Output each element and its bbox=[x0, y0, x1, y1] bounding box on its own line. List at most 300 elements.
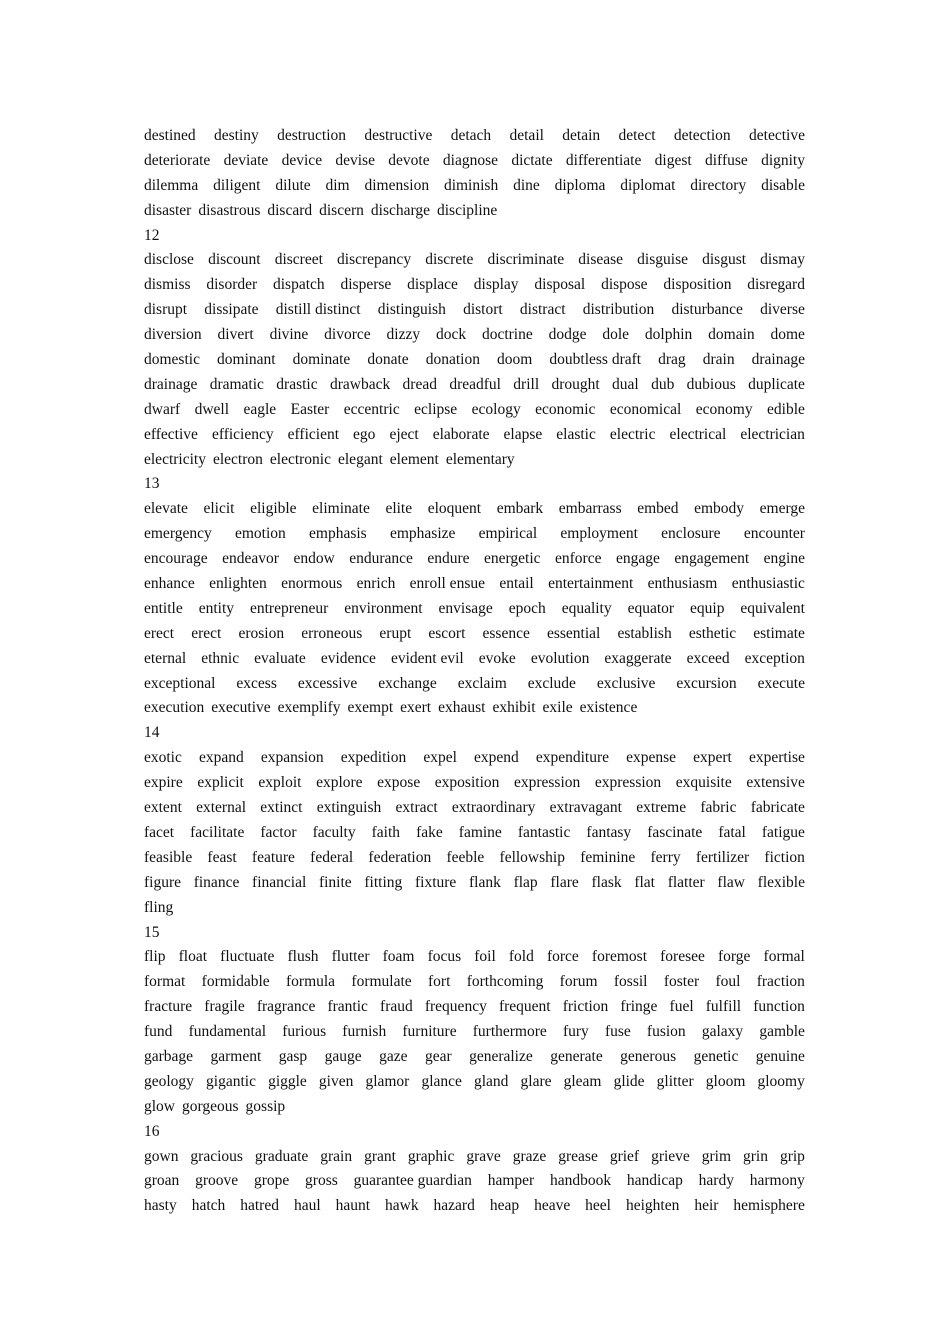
vocabulary-word: federation bbox=[368, 848, 432, 866]
vocabulary-word: fort bbox=[428, 973, 451, 991]
vocabulary-word: diversion bbox=[144, 326, 202, 344]
vocabulary-word: erect bbox=[144, 624, 175, 642]
vocabulary-word: dim bbox=[325, 176, 350, 194]
vocabulary-word: exchange bbox=[378, 674, 437, 692]
vocabulary-word: dignity bbox=[761, 151, 805, 169]
vocabulary-word: duplicate bbox=[748, 375, 805, 393]
vocabulary-word: heighten bbox=[625, 1197, 680, 1215]
vocabulary-word: gaze bbox=[379, 1047, 408, 1065]
vocabulary-word: epoch bbox=[508, 599, 546, 617]
vocabulary-word: exploit bbox=[258, 774, 302, 792]
vocabulary-word: heel bbox=[585, 1197, 611, 1215]
vocabulary-word: foil bbox=[474, 948, 496, 966]
vocabulary-word: guarantee guardian bbox=[353, 1172, 472, 1190]
vocabulary-word: disorder bbox=[206, 276, 258, 294]
vocabulary-word: detach bbox=[450, 127, 492, 144]
vocabulary-word: electrician bbox=[740, 425, 805, 443]
vocabulary-word: heir bbox=[694, 1197, 719, 1215]
vocabulary-word: hatch bbox=[191, 1197, 226, 1215]
section-number-text: 14 bbox=[144, 724, 160, 742]
vocabulary-word: evaluate bbox=[254, 649, 306, 667]
vocabulary-word: dispatch bbox=[273, 276, 325, 294]
vocabulary-word: fatigue bbox=[761, 823, 805, 841]
vocabulary-word: dine bbox=[513, 176, 540, 194]
section-number-text: 15 bbox=[144, 923, 160, 941]
vocabulary-word: doom bbox=[497, 351, 533, 369]
vocabulary-word: doctrine bbox=[481, 326, 533, 344]
vocabulary-word: emphasize bbox=[389, 525, 456, 543]
vocabulary-word: exempt bbox=[347, 699, 394, 717]
vocabulary-word: exceed bbox=[686, 649, 730, 667]
vocabulary-word: glare bbox=[520, 1072, 552, 1090]
word-line bbox=[144, 672, 805, 697]
vocabulary-word: evolution bbox=[530, 649, 590, 667]
vocabulary-word: dual bbox=[612, 375, 639, 393]
vocabulary-word: frantic bbox=[327, 998, 368, 1016]
word-line bbox=[144, 448, 805, 473]
vocabulary-word: evidence bbox=[320, 649, 376, 667]
vocabulary-word: glide bbox=[613, 1072, 645, 1090]
vocabulary-word: gear bbox=[424, 1047, 452, 1065]
vocabulary-word: discrepancy bbox=[337, 251, 412, 269]
vocabulary-word: grip bbox=[779, 1147, 805, 1165]
vocabulary-word: diplomat bbox=[620, 176, 676, 194]
word-line bbox=[144, 199, 805, 224]
vocabulary-word: disturbance bbox=[671, 301, 743, 319]
vocabulary-word: flutter bbox=[331, 948, 370, 966]
vocabulary-word: equip bbox=[690, 599, 725, 617]
vocabulary-word: flip bbox=[144, 948, 166, 966]
vocabulary-word: diploma bbox=[554, 176, 606, 194]
vocabulary-word: establish bbox=[617, 624, 672, 642]
vocabulary-word: force bbox=[546, 948, 579, 966]
vocabulary-word: dolphin bbox=[644, 326, 693, 344]
vocabulary-word: extraordinary bbox=[451, 799, 536, 817]
vocabulary-word: hasty bbox=[144, 1197, 177, 1215]
vocabulary-word: disclose bbox=[144, 251, 194, 269]
vocabulary-word: diffuse bbox=[705, 151, 748, 169]
vocabulary-word: electronic bbox=[269, 450, 331, 468]
vocabulary-word: groan bbox=[144, 1172, 180, 1190]
vocabulary-word: exposition bbox=[434, 774, 500, 792]
vocabulary-word: hawk bbox=[385, 1197, 419, 1215]
vocabulary-word: frequent bbox=[498, 998, 551, 1016]
vocabulary-word: flush bbox=[287, 948, 319, 966]
vocabulary-word: dilemma bbox=[144, 176, 199, 194]
vocabulary-word: discriminate bbox=[487, 251, 565, 269]
vocabulary-word: grin bbox=[743, 1147, 768, 1165]
vocabulary-word: eccentric bbox=[343, 400, 400, 418]
vocabulary-word: famine bbox=[458, 823, 502, 841]
word-line bbox=[144, 572, 805, 597]
word-line bbox=[144, 821, 805, 846]
vocabulary-word: disposition bbox=[663, 276, 732, 294]
vocabulary-word: discharge bbox=[370, 201, 430, 219]
vocabulary-word: endow bbox=[293, 550, 335, 568]
vocabulary-word: fitting bbox=[364, 873, 403, 891]
vocabulary-word: entail bbox=[499, 575, 534, 593]
vocabulary-word: dissipate bbox=[204, 301, 259, 319]
vocabulary-word: exhaust bbox=[438, 699, 486, 717]
vocabulary-word: giggle bbox=[268, 1072, 307, 1090]
vocabulary-word: diligent bbox=[213, 176, 261, 194]
vocabulary-word: eliminate bbox=[312, 500, 370, 518]
word-line bbox=[144, 497, 805, 522]
vocabulary-word: fabricate bbox=[750, 799, 805, 817]
vocabulary-word: expert bbox=[693, 749, 732, 767]
vocabulary-word: expand bbox=[198, 749, 244, 767]
vocabulary-word: entity bbox=[198, 599, 235, 617]
vocabulary-word: embark bbox=[496, 500, 544, 518]
vocabulary-word: graduate bbox=[254, 1147, 309, 1165]
vocabulary-word: engine bbox=[763, 550, 805, 568]
vocabulary-word: erect bbox=[191, 624, 222, 642]
vocabulary-word: haunt bbox=[335, 1197, 371, 1215]
vocabulary-word: divorce bbox=[324, 326, 371, 344]
vocabulary-word: glow bbox=[144, 1097, 175, 1115]
vocabulary-word: disposal bbox=[534, 276, 586, 294]
section-number bbox=[144, 224, 805, 249]
vocabulary-word: furious bbox=[282, 1023, 327, 1041]
vocabulary-word: fuel bbox=[669, 998, 694, 1016]
vocabulary-word: flaw bbox=[717, 873, 745, 891]
vocabulary-word: fringe bbox=[620, 998, 658, 1016]
vocabulary-word: dole bbox=[602, 326, 630, 344]
vocabulary-word: devise bbox=[335, 151, 375, 169]
section-number bbox=[144, 921, 805, 946]
word-line bbox=[144, 1145, 805, 1170]
vocabulary-word: fertilizer bbox=[695, 848, 750, 866]
vocabulary-word: flank bbox=[469, 873, 501, 891]
vocabulary-word: gigantic bbox=[206, 1072, 256, 1090]
word-line bbox=[144, 846, 805, 871]
vocabulary-word: electric bbox=[609, 425, 656, 443]
vocabulary-word: dispose bbox=[601, 276, 648, 294]
vocabulary-word: gland bbox=[473, 1072, 509, 1090]
word-line bbox=[144, 647, 805, 672]
vocabulary-word: finance bbox=[193, 873, 240, 891]
vocabulary-word: expend bbox=[473, 749, 519, 767]
vocabulary-word: exquisite bbox=[675, 774, 732, 792]
vocabulary-word: hamper bbox=[487, 1172, 535, 1190]
vocabulary-word: empirical bbox=[478, 525, 538, 543]
vocabulary-word: embody bbox=[694, 500, 745, 518]
vocabulary-word: embarrass bbox=[558, 500, 622, 518]
vocabulary-word: dread bbox=[402, 375, 437, 393]
section-number bbox=[144, 472, 805, 497]
vocabulary-word: fossil bbox=[613, 973, 648, 991]
vocabulary-word: expire bbox=[144, 774, 183, 792]
vocabulary-word: fascinate bbox=[647, 823, 703, 841]
vocabulary-word: federal bbox=[310, 848, 354, 866]
vocabulary-word: grieve bbox=[651, 1147, 690, 1165]
vocabulary-word: enlighten bbox=[209, 575, 267, 593]
vocabulary-word: grief bbox=[609, 1147, 640, 1165]
section-number-text: 16 bbox=[144, 1122, 160, 1140]
vocabulary-word: feature bbox=[251, 848, 295, 866]
vocabulary-word: graze bbox=[512, 1147, 547, 1165]
vocabulary-word: exhibit bbox=[492, 699, 536, 717]
vocabulary-word: haul bbox=[293, 1197, 321, 1215]
word-line bbox=[144, 597, 805, 622]
vocabulary-word: furnish bbox=[342, 1023, 387, 1041]
word-line bbox=[144, 348, 805, 373]
vocabulary-word: gloomy bbox=[757, 1072, 805, 1090]
word-line bbox=[144, 1070, 805, 1095]
vocabulary-page bbox=[144, 124, 805, 1219]
vocabulary-word: device bbox=[281, 151, 323, 169]
vocabulary-word: hemisphere bbox=[733, 1197, 805, 1215]
word-line bbox=[144, 248, 805, 273]
vocabulary-word: faculty bbox=[312, 823, 356, 841]
vocabulary-word: envisage bbox=[438, 599, 493, 617]
vocabulary-word: divert bbox=[217, 326, 254, 344]
vocabulary-word: external bbox=[196, 799, 247, 817]
vocabulary-word: diminish bbox=[443, 176, 499, 194]
vocabulary-word: destruction bbox=[277, 127, 346, 144]
vocabulary-word: float bbox=[178, 948, 208, 966]
word-line bbox=[144, 970, 805, 995]
vocabulary-word: donation bbox=[425, 351, 480, 369]
vocabulary-word: format bbox=[144, 973, 186, 991]
vocabulary-word: flare bbox=[550, 873, 579, 891]
vocabulary-word: engage bbox=[615, 550, 660, 568]
vocabulary-word: genetic bbox=[693, 1047, 739, 1065]
vocabulary-word: electron bbox=[212, 450, 263, 468]
vocabulary-word: evident evil bbox=[390, 649, 464, 667]
vocabulary-word: escort bbox=[428, 624, 466, 642]
vocabulary-word: feeble bbox=[446, 848, 485, 866]
vocabulary-word: execution bbox=[144, 699, 205, 717]
vocabulary-word: gleam bbox=[563, 1072, 602, 1090]
vocabulary-word: fling bbox=[144, 898, 174, 916]
vocabulary-word: drought bbox=[551, 375, 600, 393]
vocabulary-word: gossip bbox=[245, 1097, 286, 1115]
vocabulary-word: enrich bbox=[356, 575, 396, 593]
vocabulary-word: fiction bbox=[764, 848, 805, 866]
vocabulary-word: fantasy bbox=[586, 823, 632, 841]
vocabulary-word: dilute bbox=[275, 176, 311, 194]
vocabulary-word: emotion bbox=[234, 525, 286, 543]
vocabulary-word: expedition bbox=[340, 749, 407, 767]
vocabulary-word: elementary bbox=[445, 450, 515, 468]
vocabulary-word: formulate bbox=[351, 973, 412, 991]
vocabulary-word: dominate bbox=[292, 351, 351, 369]
vocabulary-word: erosion bbox=[238, 624, 285, 642]
vocabulary-word: drastic bbox=[276, 375, 318, 393]
vocabulary-word: elicit bbox=[203, 500, 235, 518]
vocabulary-word: exclaim bbox=[457, 674, 507, 692]
vocabulary-word: digest bbox=[654, 151, 692, 169]
vocabulary-word: directory bbox=[690, 176, 747, 194]
vocabulary-word: generate bbox=[550, 1047, 603, 1065]
vocabulary-word: exile bbox=[542, 699, 573, 717]
vocabulary-word: forthcoming bbox=[466, 973, 544, 991]
vocabulary-word: effective bbox=[144, 425, 198, 443]
vocabulary-word: essential bbox=[546, 624, 601, 642]
vocabulary-word: furniture bbox=[402, 1023, 457, 1041]
vocabulary-word: foul bbox=[715, 973, 741, 991]
vocabulary-word: dictate bbox=[511, 151, 553, 169]
vocabulary-word: economy bbox=[695, 400, 753, 418]
word-line bbox=[144, 547, 805, 572]
vocabulary-word: destructive bbox=[364, 127, 433, 144]
vocabulary-word: detain bbox=[562, 127, 601, 144]
vocabulary-word: generalize bbox=[469, 1047, 533, 1065]
vocabulary-word: excursion bbox=[676, 674, 737, 692]
vocabulary-word: exceptional bbox=[144, 674, 216, 692]
vocabulary-word: foremost bbox=[591, 948, 648, 966]
vocabulary-word: furthermore bbox=[472, 1023, 547, 1041]
vocabulary-word: gauge bbox=[324, 1047, 362, 1065]
vocabulary-word: doubtless draft bbox=[549, 351, 642, 369]
word-line bbox=[144, 398, 805, 423]
word-line bbox=[144, 871, 805, 896]
vocabulary-word: drawback bbox=[329, 375, 391, 393]
word-line bbox=[144, 896, 805, 921]
word-line bbox=[144, 1045, 805, 1070]
vocabulary-word: destined bbox=[144, 127, 196, 144]
vocabulary-word: dubious bbox=[686, 375, 736, 393]
vocabulary-word: formula bbox=[286, 973, 336, 991]
vocabulary-word: exert bbox=[400, 699, 432, 717]
vocabulary-word: harmony bbox=[749, 1172, 805, 1190]
vocabulary-word: evoke bbox=[478, 649, 516, 667]
vocabulary-word: enormous bbox=[281, 575, 343, 593]
vocabulary-word: groove bbox=[195, 1172, 239, 1190]
vocabulary-word: emerge bbox=[759, 500, 805, 518]
vocabulary-word: gloom bbox=[705, 1072, 746, 1090]
vocabulary-word: galaxy bbox=[701, 1023, 744, 1041]
vocabulary-word: gown bbox=[144, 1147, 179, 1165]
vocabulary-word: extent bbox=[144, 799, 182, 817]
section-number bbox=[144, 721, 805, 746]
vocabulary-word: finite bbox=[318, 873, 352, 891]
vocabulary-word: hatred bbox=[240, 1197, 279, 1215]
vocabulary-word: grain bbox=[320, 1147, 353, 1165]
vocabulary-word: grease bbox=[558, 1147, 598, 1165]
vocabulary-word: edible bbox=[767, 400, 805, 418]
vocabulary-word: embed bbox=[637, 500, 679, 518]
vocabulary-word: excessive bbox=[297, 674, 358, 692]
vocabulary-word: exotic bbox=[144, 749, 182, 767]
vocabulary-word: employment bbox=[560, 525, 638, 543]
vocabulary-word: eject bbox=[389, 425, 419, 443]
word-line bbox=[144, 796, 805, 821]
vocabulary-word: fundamental bbox=[188, 1023, 267, 1041]
word-line bbox=[144, 323, 805, 348]
vocabulary-word: glitter bbox=[656, 1072, 694, 1090]
vocabulary-word: elite bbox=[385, 500, 413, 518]
vocabulary-word: erupt bbox=[379, 624, 412, 642]
vocabulary-word: equivalent bbox=[740, 599, 805, 617]
vocabulary-word: extinguish bbox=[316, 799, 382, 817]
vocabulary-word: elegant bbox=[338, 450, 383, 468]
vocabulary-word: extravagant bbox=[549, 799, 622, 817]
vocabulary-word: distort bbox=[463, 301, 503, 319]
vocabulary-word: essence bbox=[482, 624, 530, 642]
word-line bbox=[144, 622, 805, 647]
vocabulary-word: fusion bbox=[646, 1023, 686, 1041]
vocabulary-word: detect bbox=[618, 127, 656, 144]
vocabulary-word: enhance bbox=[144, 575, 195, 593]
vocabulary-word: foster bbox=[663, 973, 700, 991]
vocabulary-word: extract bbox=[395, 799, 438, 817]
vocabulary-word: drain bbox=[702, 351, 735, 369]
vocabulary-word: heave bbox=[534, 1197, 571, 1215]
vocabulary-word: hardy bbox=[698, 1172, 734, 1190]
vocabulary-word: fracture bbox=[144, 998, 193, 1016]
vocabulary-word: enclosure bbox=[661, 525, 721, 543]
word-line bbox=[144, 522, 805, 547]
vocabulary-word: distribution bbox=[582, 301, 655, 319]
vocabulary-word: expansion bbox=[260, 749, 324, 767]
vocabulary-word: expression bbox=[513, 774, 581, 792]
vocabulary-word: distract bbox=[519, 301, 566, 319]
vocabulary-word: energetic bbox=[484, 550, 541, 568]
vocabulary-word: exclude bbox=[527, 674, 576, 692]
vocabulary-word: engagement bbox=[674, 550, 750, 568]
vocabulary-word: grope bbox=[253, 1172, 290, 1190]
vocabulary-word: dwell bbox=[194, 400, 230, 418]
vocabulary-word: electricity bbox=[144, 450, 206, 468]
vocabulary-word: eloquent bbox=[427, 500, 482, 518]
vocabulary-word: Easter bbox=[290, 400, 330, 418]
vocabulary-word: garbage bbox=[144, 1047, 194, 1065]
vocabulary-word: generous bbox=[620, 1047, 677, 1065]
vocabulary-word: encourage bbox=[144, 550, 208, 568]
vocabulary-word: foam bbox=[382, 948, 415, 966]
vocabulary-word: fantastic bbox=[517, 823, 571, 841]
vocabulary-word: eclipse bbox=[414, 400, 458, 418]
word-line bbox=[144, 1194, 805, 1219]
vocabulary-word: fund bbox=[144, 1023, 173, 1041]
vocabulary-word: fulfill bbox=[705, 998, 742, 1016]
vocabulary-word: dwarf bbox=[144, 400, 181, 418]
vocabulary-word: handicap bbox=[626, 1172, 683, 1190]
vocabulary-word: disable bbox=[761, 176, 805, 194]
vocabulary-word: disguise bbox=[637, 251, 688, 269]
vocabulary-word: displace bbox=[407, 276, 458, 294]
vocabulary-word: frequency bbox=[424, 998, 487, 1016]
vocabulary-word: glamor bbox=[365, 1072, 410, 1090]
vocabulary-word: estimate bbox=[753, 624, 805, 642]
vocabulary-word: erroneous bbox=[301, 624, 363, 642]
vocabulary-word: heap bbox=[489, 1197, 520, 1215]
word-line bbox=[144, 1095, 805, 1120]
vocabulary-word: dock bbox=[435, 326, 467, 344]
vocabulary-word: gracious bbox=[190, 1147, 243, 1165]
vocabulary-word: fixture bbox=[414, 873, 457, 891]
vocabulary-word: divine bbox=[269, 326, 309, 344]
vocabulary-word: donate bbox=[367, 351, 409, 369]
vocabulary-word: esthetic bbox=[688, 624, 737, 642]
vocabulary-word: entertainment bbox=[548, 575, 634, 593]
vocabulary-word: formal bbox=[763, 948, 805, 966]
vocabulary-word: dismiss bbox=[144, 276, 191, 294]
word-line bbox=[144, 423, 805, 448]
vocabulary-word: emergency bbox=[144, 525, 212, 543]
vocabulary-word: element bbox=[389, 450, 439, 468]
vocabulary-word: excess bbox=[236, 674, 277, 692]
vocabulary-word: dominant bbox=[217, 351, 276, 369]
vocabulary-word: domain bbox=[708, 326, 755, 344]
vocabulary-word: flask bbox=[591, 873, 622, 891]
vocabulary-word: differentiate bbox=[565, 151, 642, 169]
vocabulary-word: enforce bbox=[555, 550, 602, 568]
vocabulary-word: destiny bbox=[214, 127, 259, 144]
vocabulary-word: domestic bbox=[144, 351, 200, 369]
